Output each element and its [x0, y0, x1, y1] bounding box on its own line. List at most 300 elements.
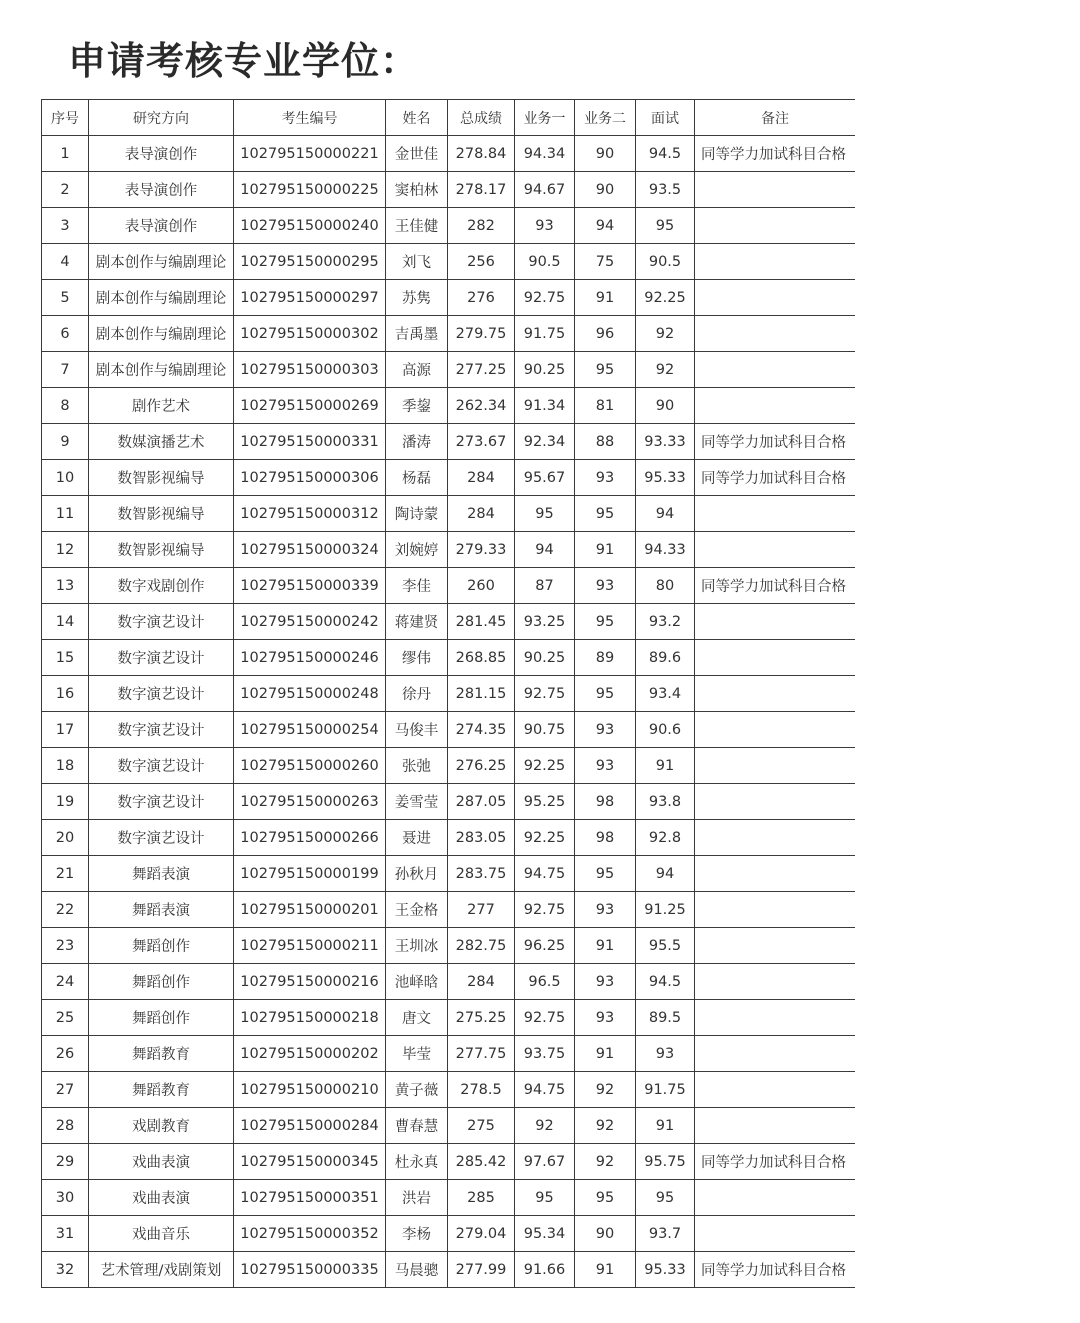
cell-col-interview: 89.5 — [636, 1000, 695, 1036]
cell-col-direction: 剧作艺术 — [89, 388, 234, 424]
table-row — [42, 532, 856, 568]
cell-col-interview: 93.33 — [636, 424, 695, 460]
cell-col-subject-1: 95 — [515, 496, 575, 532]
table-row — [42, 928, 856, 964]
cell-col-total: 260 — [448, 568, 515, 604]
cell-col-interview: 91.75 — [636, 1072, 695, 1108]
cell-col-name: 刘飞 — [386, 244, 448, 280]
cell-col-direction: 舞蹈创作 — [89, 1000, 234, 1036]
cell-col-total: 281.45 — [448, 604, 515, 640]
cell-col-name: 唐文 — [386, 1000, 448, 1036]
cell-col-total: 284 — [448, 460, 515, 496]
table-row — [42, 352, 856, 388]
cell-col-candidate-id: 102795150000269 — [234, 388, 386, 424]
table-row — [42, 1180, 856, 1216]
cell-col-subject-2: 95 — [575, 856, 636, 892]
cell-col-name: 窦柏林 — [386, 172, 448, 208]
cell-col-direction: 数智影视编导 — [89, 532, 234, 568]
cell-col-name: 张弛 — [386, 748, 448, 784]
cell-col-candidate-id: 102795150000295 — [234, 244, 386, 280]
cell-col-note: 同等学力加试科目合格 — [695, 1252, 856, 1288]
cell-col-index: 9 — [42, 424, 89, 460]
cell-col-interview: 94 — [636, 856, 695, 892]
cell-col-subject-1: 87 — [515, 568, 575, 604]
table-row — [42, 388, 856, 424]
cell-col-name: 曹春慧 — [386, 1108, 448, 1144]
cell-col-subject-2: 91 — [575, 1252, 636, 1288]
cell-col-index: 1 — [42, 136, 89, 172]
cell-col-direction: 数字演艺设计 — [89, 820, 234, 856]
cell-col-name: 季鋆 — [386, 388, 448, 424]
cell-col-name: 聂进 — [386, 820, 448, 856]
cell-col-subject-1: 91.75 — [515, 316, 575, 352]
cell-col-subject-1: 90.25 — [515, 640, 575, 676]
cell-col-candidate-id: 102795150000335 — [234, 1252, 386, 1288]
cell-col-subject-1: 92 — [515, 1108, 575, 1144]
cell-col-index: 7 — [42, 352, 89, 388]
cell-col-candidate-id: 102795150000246 — [234, 640, 386, 676]
cell-col-candidate-id: 102795150000324 — [234, 532, 386, 568]
cell-col-candidate-id: 102795150000312 — [234, 496, 386, 532]
cell-col-subject-2: 93 — [575, 748, 636, 784]
header-col-direction: 研究方向 — [89, 100, 234, 136]
cell-col-total: 268.85 — [448, 640, 515, 676]
table-row — [42, 1000, 856, 1036]
cell-col-note — [695, 748, 856, 784]
cell-col-name: 孙秋月 — [386, 856, 448, 892]
cell-col-subject-2: 98 — [575, 820, 636, 856]
cell-col-direction: 数字演艺设计 — [89, 640, 234, 676]
cell-col-subject-1: 92.25 — [515, 820, 575, 856]
cell-col-interview: 92.25 — [636, 280, 695, 316]
cell-col-name: 王金格 — [386, 892, 448, 928]
cell-col-subject-2: 93 — [575, 892, 636, 928]
header-col-index: 序号 — [42, 100, 89, 136]
cell-col-name: 吉禹墨 — [386, 316, 448, 352]
cell-col-subject-2: 92 — [575, 1108, 636, 1144]
cell-col-index: 2 — [42, 172, 89, 208]
cell-col-direction: 舞蹈教育 — [89, 1036, 234, 1072]
header-col-note: 备注 — [695, 100, 856, 136]
cell-col-subject-2: 92 — [575, 1144, 636, 1180]
table-row — [42, 244, 856, 280]
cell-col-index: 16 — [42, 676, 89, 712]
cell-col-direction: 数智影视编导 — [89, 460, 234, 496]
cell-col-note — [695, 820, 856, 856]
cell-col-note — [695, 1072, 856, 1108]
cell-col-name: 缪伟 — [386, 640, 448, 676]
cell-col-subject-1: 90.5 — [515, 244, 575, 280]
cell-col-direction: 数字演艺设计 — [89, 676, 234, 712]
cell-col-interview: 90 — [636, 388, 695, 424]
cell-col-candidate-id: 102795150000248 — [234, 676, 386, 712]
cell-col-subject-2: 95 — [575, 352, 636, 388]
table-row — [42, 1252, 856, 1288]
cell-col-total: 279.75 — [448, 316, 515, 352]
cell-col-note — [695, 784, 856, 820]
cell-col-subject-1: 92.75 — [515, 1000, 575, 1036]
cell-col-subject-1: 97.67 — [515, 1144, 575, 1180]
cell-col-candidate-id: 102795150000225 — [234, 172, 386, 208]
cell-col-candidate-id: 102795150000266 — [234, 820, 386, 856]
cell-col-note — [695, 1216, 856, 1252]
cell-col-candidate-id: 102795150000254 — [234, 712, 386, 748]
table-row — [42, 820, 856, 856]
cell-col-note — [695, 496, 856, 532]
cell-col-subject-2: 93 — [575, 964, 636, 1000]
table-row — [42, 424, 856, 460]
cell-col-interview: 93.2 — [636, 604, 695, 640]
cell-col-interview: 93.7 — [636, 1216, 695, 1252]
cell-col-direction: 舞蹈创作 — [89, 928, 234, 964]
cell-col-interview: 91 — [636, 1108, 695, 1144]
cell-col-interview: 80 — [636, 568, 695, 604]
cell-col-name: 王佳健 — [386, 208, 448, 244]
cell-col-interview: 94 — [636, 496, 695, 532]
cell-col-interview: 93.8 — [636, 784, 695, 820]
cell-col-name: 蒋建贤 — [386, 604, 448, 640]
cell-col-subject-1: 96.25 — [515, 928, 575, 964]
cell-col-subject-2: 93 — [575, 712, 636, 748]
cell-col-index: 11 — [42, 496, 89, 532]
cell-col-subject-1: 94.75 — [515, 856, 575, 892]
cell-col-total: 277 — [448, 892, 515, 928]
cell-col-subject-1: 93.75 — [515, 1036, 575, 1072]
cell-col-note — [695, 1108, 856, 1144]
cell-col-total: 276.25 — [448, 748, 515, 784]
cell-col-subject-1: 92.75 — [515, 676, 575, 712]
cell-col-subject-2: 94 — [575, 208, 636, 244]
cell-col-direction: 数智影视编导 — [89, 496, 234, 532]
cell-col-index: 15 — [42, 640, 89, 676]
cell-col-note: 同等学力加试科目合格 — [695, 1144, 856, 1180]
cell-col-direction: 剧本创作与编剧理论 — [89, 280, 234, 316]
cell-col-direction: 数字戏剧创作 — [89, 568, 234, 604]
cell-col-index: 29 — [42, 1144, 89, 1180]
cell-col-subject-2: 96 — [575, 316, 636, 352]
cell-col-note — [695, 712, 856, 748]
cell-col-index: 21 — [42, 856, 89, 892]
cell-col-interview: 94.5 — [636, 964, 695, 1000]
cell-col-candidate-id: 102795150000210 — [234, 1072, 386, 1108]
cell-col-direction: 剧本创作与编剧理论 — [89, 244, 234, 280]
cell-col-subject-1: 94.75 — [515, 1072, 575, 1108]
cell-col-total: 275.25 — [448, 1000, 515, 1036]
cell-col-name: 徐丹 — [386, 676, 448, 712]
cell-col-total: 283.75 — [448, 856, 515, 892]
cell-col-candidate-id: 102795150000216 — [234, 964, 386, 1000]
cell-col-candidate-id: 102795150000201 — [234, 892, 386, 928]
cell-col-index: 6 — [42, 316, 89, 352]
cell-col-subject-1: 90.25 — [515, 352, 575, 388]
header-col-subject-1: 业务一 — [515, 100, 575, 136]
cell-col-index: 10 — [42, 460, 89, 496]
cell-col-subject-1: 91.34 — [515, 388, 575, 424]
cell-col-name: 毕莹 — [386, 1036, 448, 1072]
cell-col-name: 潘涛 — [386, 424, 448, 460]
cell-col-subject-1: 90.75 — [515, 712, 575, 748]
cell-col-subject-1: 93.25 — [515, 604, 575, 640]
cell-col-index: 4 — [42, 244, 89, 280]
cell-col-subject-1: 95.25 — [515, 784, 575, 820]
cell-col-interview: 95 — [636, 1180, 695, 1216]
cell-col-index: 14 — [42, 604, 89, 640]
cell-col-total: 256 — [448, 244, 515, 280]
table-row — [42, 460, 856, 496]
cell-col-subject-2: 93 — [575, 568, 636, 604]
table-row — [42, 568, 856, 604]
cell-col-candidate-id: 102795150000263 — [234, 784, 386, 820]
cell-col-index: 32 — [42, 1252, 89, 1288]
cell-col-interview: 93.4 — [636, 676, 695, 712]
cell-col-candidate-id: 102795150000303 — [234, 352, 386, 388]
cell-col-total: 282.75 — [448, 928, 515, 964]
table-row — [42, 1108, 856, 1144]
cell-col-subject-2: 95 — [575, 604, 636, 640]
cell-col-subject-2: 95 — [575, 676, 636, 712]
cell-col-direction: 数字演艺设计 — [89, 748, 234, 784]
cell-col-direction: 数字演艺设计 — [89, 784, 234, 820]
header-col-interview: 面试 — [636, 100, 695, 136]
header-col-total: 总成绩 — [448, 100, 515, 136]
table-row — [42, 640, 856, 676]
cell-col-total: 273.67 — [448, 424, 515, 460]
cell-col-index: 27 — [42, 1072, 89, 1108]
cell-col-total: 285 — [448, 1180, 515, 1216]
cell-col-subject-2: 89 — [575, 640, 636, 676]
score-table-container — [41, 99, 855, 1323]
table-row — [42, 676, 856, 712]
cell-col-index: 22 — [42, 892, 89, 928]
cell-col-subject-2: 91 — [575, 1036, 636, 1072]
cell-col-interview: 94.33 — [636, 532, 695, 568]
table-row — [42, 172, 856, 208]
cell-col-interview: 90.5 — [636, 244, 695, 280]
cell-col-total: 285.42 — [448, 1144, 515, 1180]
cell-col-subject-2: 93 — [575, 1000, 636, 1036]
cell-col-candidate-id: 102795150000302 — [234, 316, 386, 352]
cell-col-index: 13 — [42, 568, 89, 604]
table-row — [42, 1072, 856, 1108]
cell-col-candidate-id: 102795150000306 — [234, 460, 386, 496]
cell-col-subject-2: 98 — [575, 784, 636, 820]
cell-col-subject-2: 75 — [575, 244, 636, 280]
cell-col-interview: 95.5 — [636, 928, 695, 964]
cell-col-subject-1: 92.75 — [515, 280, 575, 316]
cell-col-direction: 戏曲音乐 — [89, 1216, 234, 1252]
table-row — [42, 712, 856, 748]
cell-col-interview: 94.5 — [636, 136, 695, 172]
cell-col-name: 金世佳 — [386, 136, 448, 172]
table-row — [42, 748, 856, 784]
cell-col-name: 池峄晗 — [386, 964, 448, 1000]
table-body — [42, 136, 856, 1288]
cell-col-index: 25 — [42, 1000, 89, 1036]
cell-col-direction: 表导演创作 — [89, 136, 234, 172]
cell-col-index: 24 — [42, 964, 89, 1000]
cell-col-index: 26 — [42, 1036, 89, 1072]
cell-col-subject-1: 95 — [515, 1180, 575, 1216]
cell-col-interview: 91 — [636, 748, 695, 784]
cell-col-note — [695, 1000, 856, 1036]
cell-col-candidate-id: 102795150000221 — [234, 136, 386, 172]
cell-col-direction: 数媒演播艺术 — [89, 424, 234, 460]
cell-col-note: 同等学力加试科目合格 — [695, 424, 856, 460]
cell-col-total: 279.33 — [448, 532, 515, 568]
header-col-candidate-id: 考生编号 — [234, 100, 386, 136]
cell-col-total: 262.34 — [448, 388, 515, 424]
cell-col-index: 31 — [42, 1216, 89, 1252]
cell-col-index: 30 — [42, 1180, 89, 1216]
cell-col-index: 19 — [42, 784, 89, 820]
cell-col-name: 姜雪莹 — [386, 784, 448, 820]
cell-col-total: 287.05 — [448, 784, 515, 820]
cell-col-note — [695, 244, 856, 280]
cell-col-interview: 95.75 — [636, 1144, 695, 1180]
cell-col-subject-1: 92.75 — [515, 892, 575, 928]
cell-col-subject-1: 95.67 — [515, 460, 575, 496]
header-col-name: 姓名 — [386, 100, 448, 136]
cell-col-note: 同等学力加试科目合格 — [695, 460, 856, 496]
cell-col-direction: 舞蹈表演 — [89, 892, 234, 928]
cell-col-direction: 戏曲表演 — [89, 1180, 234, 1216]
cell-col-interview: 92 — [636, 316, 695, 352]
cell-col-name: 李佳 — [386, 568, 448, 604]
cell-col-index: 17 — [42, 712, 89, 748]
cell-col-interview: 89.6 — [636, 640, 695, 676]
cell-col-candidate-id: 102795150000211 — [234, 928, 386, 964]
cell-col-name: 刘婉婷 — [386, 532, 448, 568]
cell-col-subject-1: 91.66 — [515, 1252, 575, 1288]
cell-col-name: 陶诗蒙 — [386, 496, 448, 532]
cell-col-direction: 艺术管理/戏剧策划 — [89, 1252, 234, 1288]
cell-col-candidate-id: 102795150000339 — [234, 568, 386, 604]
cell-col-total: 276 — [448, 280, 515, 316]
cell-col-name: 杜永真 — [386, 1144, 448, 1180]
cell-col-total: 278.17 — [448, 172, 515, 208]
cell-col-total: 283.05 — [448, 820, 515, 856]
cell-col-candidate-id: 102795150000331 — [234, 424, 386, 460]
cell-col-subject-1: 94.34 — [515, 136, 575, 172]
cell-col-candidate-id: 102795150000202 — [234, 1036, 386, 1072]
cell-col-direction: 表导演创作 — [89, 172, 234, 208]
table-row — [42, 136, 856, 172]
cell-col-total: 278.5 — [448, 1072, 515, 1108]
table-row — [42, 1216, 856, 1252]
cell-col-direction: 戏剧教育 — [89, 1108, 234, 1144]
score-table — [41, 99, 855, 1288]
cell-col-note — [695, 856, 856, 892]
table-row — [42, 892, 856, 928]
cell-col-total: 277.25 — [448, 352, 515, 388]
cell-col-direction: 舞蹈教育 — [89, 1072, 234, 1108]
cell-col-interview: 93 — [636, 1036, 695, 1072]
cell-col-name: 黄子薇 — [386, 1072, 448, 1108]
cell-col-interview: 95.33 — [636, 460, 695, 496]
table-row — [42, 208, 856, 244]
cell-col-total: 278.84 — [448, 136, 515, 172]
cell-col-index: 23 — [42, 928, 89, 964]
cell-col-candidate-id: 102795150000218 — [234, 1000, 386, 1036]
cell-col-index: 18 — [42, 748, 89, 784]
header-col-subject-2: 业务二 — [575, 100, 636, 136]
table-row — [42, 784, 856, 820]
cell-col-index: 5 — [42, 280, 89, 316]
cell-col-total: 277.75 — [448, 1036, 515, 1072]
cell-col-candidate-id: 102795150000345 — [234, 1144, 386, 1180]
cell-col-subject-2: 88 — [575, 424, 636, 460]
cell-col-candidate-id: 102795150000242 — [234, 604, 386, 640]
cell-col-candidate-id: 102795150000352 — [234, 1216, 386, 1252]
cell-col-name: 王圳冰 — [386, 928, 448, 964]
cell-col-subject-1: 96.5 — [515, 964, 575, 1000]
cell-col-note — [695, 676, 856, 712]
cell-col-subject-2: 91 — [575, 928, 636, 964]
cell-col-name: 苏隽 — [386, 280, 448, 316]
cell-col-subject-1: 92.34 — [515, 424, 575, 460]
cell-col-note — [695, 316, 856, 352]
cell-col-name: 洪岩 — [386, 1180, 448, 1216]
cell-col-note — [695, 532, 856, 568]
cell-col-subject-2: 91 — [575, 532, 636, 568]
cell-col-subject-2: 92 — [575, 1072, 636, 1108]
table-header-row — [42, 100, 856, 136]
cell-col-index: 28 — [42, 1108, 89, 1144]
cell-col-direction: 剧本创作与编剧理论 — [89, 352, 234, 388]
cell-col-index: 8 — [42, 388, 89, 424]
cell-col-subject-2: 91 — [575, 280, 636, 316]
table-row — [42, 1144, 856, 1180]
cell-col-interview: 95.33 — [636, 1252, 695, 1288]
cell-col-subject-2: 90 — [575, 172, 636, 208]
cell-col-direction: 表导演创作 — [89, 208, 234, 244]
cell-col-total: 281.15 — [448, 676, 515, 712]
table-row — [42, 316, 856, 352]
cell-col-note — [695, 208, 856, 244]
cell-col-subject-2: 90 — [575, 136, 636, 172]
cell-col-interview: 91.25 — [636, 892, 695, 928]
cell-col-subject-1: 93 — [515, 208, 575, 244]
cell-col-name: 杨磊 — [386, 460, 448, 496]
cell-col-candidate-id: 102795150000284 — [234, 1108, 386, 1144]
cell-col-index: 3 — [42, 208, 89, 244]
cell-col-interview: 92 — [636, 352, 695, 388]
cell-col-total: 279.04 — [448, 1216, 515, 1252]
cell-col-total: 282 — [448, 208, 515, 244]
cell-col-note — [695, 172, 856, 208]
cell-col-direction: 舞蹈创作 — [89, 964, 234, 1000]
cell-col-direction: 戏曲表演 — [89, 1144, 234, 1180]
cell-col-direction: 数字演艺设计 — [89, 604, 234, 640]
cell-col-direction: 数字演艺设计 — [89, 712, 234, 748]
cell-col-subject-2: 95 — [575, 496, 636, 532]
table-row — [42, 496, 856, 532]
cell-col-name: 李杨 — [386, 1216, 448, 1252]
table-row — [42, 604, 856, 640]
cell-col-candidate-id: 102795150000260 — [234, 748, 386, 784]
cell-col-interview: 95 — [636, 208, 695, 244]
cell-col-subject-2: 90 — [575, 1216, 636, 1252]
cell-col-total: 277.99 — [448, 1252, 515, 1288]
cell-col-note: 同等学力加试科目合格 — [695, 568, 856, 604]
cell-col-interview: 90.6 — [636, 712, 695, 748]
cell-col-index: 20 — [42, 820, 89, 856]
cell-col-note — [695, 892, 856, 928]
cell-col-direction: 剧本创作与编剧理论 — [89, 316, 234, 352]
cell-col-interview: 93.5 — [636, 172, 695, 208]
table-row — [42, 964, 856, 1000]
table-row — [42, 856, 856, 892]
